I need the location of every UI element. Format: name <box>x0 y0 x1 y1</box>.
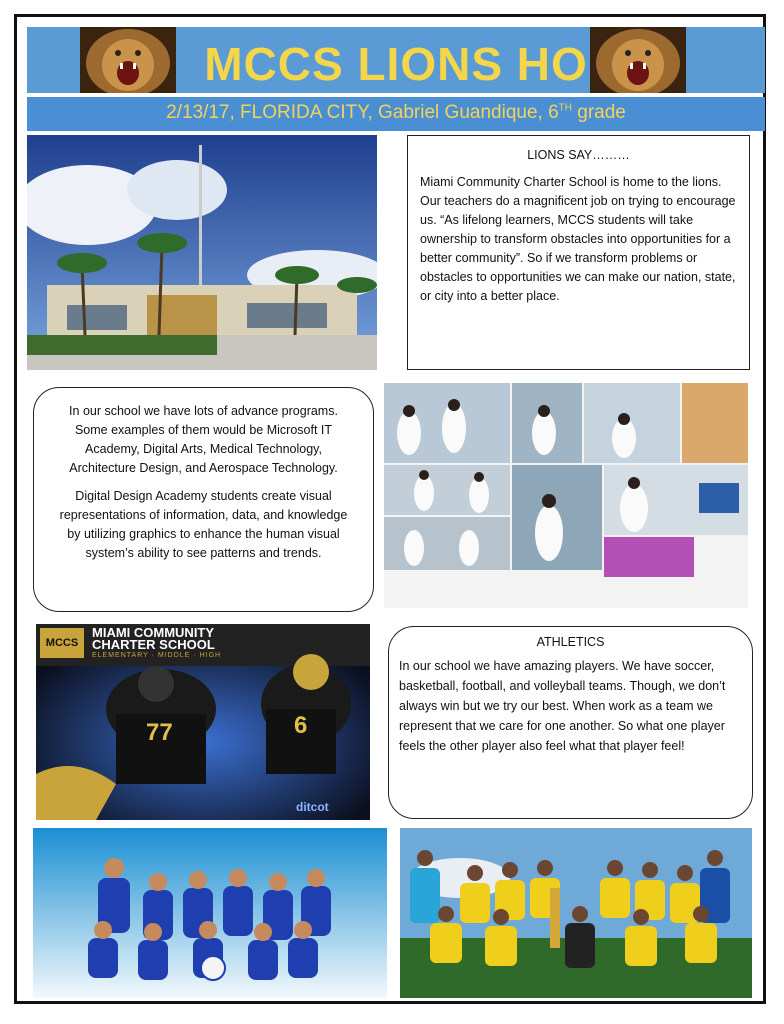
poster-school-name-1: MIAMI COMMUNITY <box>92 625 215 640</box>
lions-say-text: Miami Community Charter School is home to the lions. Our teachers do a magnificent job on trying to encourage us. “As lifelong learners, MCCS students will take ownership to transform obstacles into opportunities for a better community”. So if we transform problems or obstacles to opportunities we can make our nation, state, or city into a better place. <box>420 175 736 303</box>
athletics-box <box>388 626 753 819</box>
poster-levels: ELEMENTARY · MIDDLE · HIGH <box>92 652 222 659</box>
subtitle-end: grade <box>572 102 626 123</box>
lions-say-box <box>407 135 750 370</box>
lions-say-heading: LIONS SAY……… <box>527 148 630 162</box>
jersey-number-left: 77 <box>146 719 173 746</box>
lion-image-left <box>80 27 176 93</box>
subtitle-sup: TH <box>558 102 572 114</box>
poster-corner-logo: ditcot <box>296 800 329 814</box>
subtitle <box>27 102 765 124</box>
programs-paragraph-1: In our school we have lots of advance programs. Some examples of them would be Microsoft IT Academy, Digital Arts, Medical Technology, Architecture Design, and Aerospace Technology. <box>69 404 338 475</box>
lion-image-right <box>590 27 686 93</box>
page-title: MCCS LIONS HO <box>204 38 588 90</box>
athletics-heading: ATHLETICS <box>536 635 605 649</box>
jersey-number-right: 6 <box>294 712 308 739</box>
programs-paragraph-2: Digital Design Academy students create visual representations of information, data, and knowledge by utilizing graphics to enhance the human visual system’s ability to see patterns and trends. <box>59 489 348 560</box>
football-poster <box>36 624 370 820</box>
subtitle-main: 2/13/17, FLORIDA CITY, Gabriel Guandique, 6 <box>166 102 559 123</box>
poster-logo: MCCS <box>40 628 84 658</box>
poster-school-name-2: CHARTER SCHOOL <box>92 637 215 652</box>
lab-collage-photo <box>384 383 748 608</box>
soccer-team-photo <box>400 828 752 998</box>
programs-box <box>33 387 374 612</box>
volleyball-team-photo <box>33 828 387 998</box>
school-building-photo <box>27 135 377 370</box>
subtitle-bar <box>27 97 765 131</box>
athletics-text: In our school we have amazing players. We have soccer, basketball, football, and volleyball teams. Though, we don’t always win but we try our best. When work as a team we represent that we care for one another. So what one player feels the other player also feel what that player feel! <box>399 659 726 753</box>
